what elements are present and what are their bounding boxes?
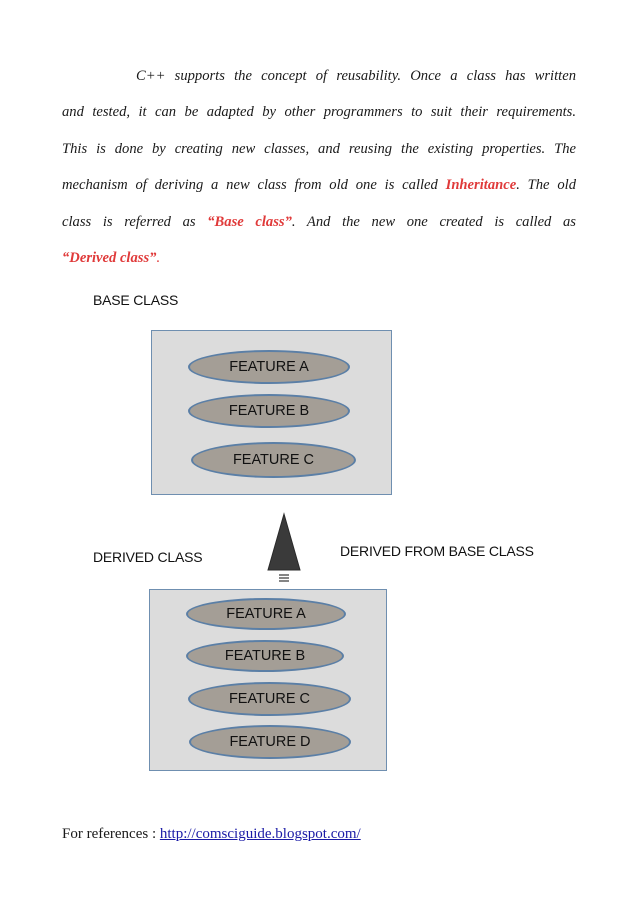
text-segment: . (156, 249, 161, 266)
derived-feature-b: FEATURE B (186, 640, 344, 672)
inheritance-arrow-icon (264, 512, 304, 584)
derived-feature-d: FEATURE D (189, 725, 351, 759)
paragraph-line-4 (62, 167, 576, 203)
text-segment: class is referred as (62, 213, 208, 230)
footer-prefix: For references : (62, 826, 160, 842)
base-feature-a: FEATURE A (188, 350, 350, 384)
derived-class-term: “Derived class” (62, 249, 157, 266)
paragraph-line-5 (62, 204, 576, 240)
text-segment: mechanism of deriving a new class from old one is called (62, 177, 446, 194)
paragraph-line-6 (62, 240, 576, 276)
base-class-term: “Base class” (207, 213, 292, 230)
references-footer (62, 826, 361, 843)
base-feature-c: FEATURE C (191, 442, 356, 478)
paragraph-line-1: C++ supports the concept of reusability. Once a class has written (136, 68, 576, 84)
text-segment: . And the new one created is called as (291, 213, 576, 230)
base-feature-b: FEATURE B (188, 394, 350, 428)
derived-feature-c: FEATURE C (188, 682, 351, 716)
base-class-label: BASE CLASS (93, 292, 179, 308)
derived-feature-a: FEATURE A (186, 598, 346, 630)
inheritance-term: Inheritance (445, 177, 517, 194)
reference-link[interactable]: http://comsciguide.blogspot.com/ (159, 826, 361, 842)
text-segment: . The old (516, 177, 576, 194)
paragraph-line-3: This is done by creating new classes, and reusing the existing properties. The (62, 140, 576, 157)
arrow-description-label: DERIVED FROM BASE CLASS (340, 543, 534, 559)
paragraph-line-2: and tested, it can be adapted by other programmers to suit their requirements. (62, 104, 576, 121)
intro-paragraph (62, 58, 576, 276)
derived-class-label: DERIVED CLASS (93, 549, 203, 565)
